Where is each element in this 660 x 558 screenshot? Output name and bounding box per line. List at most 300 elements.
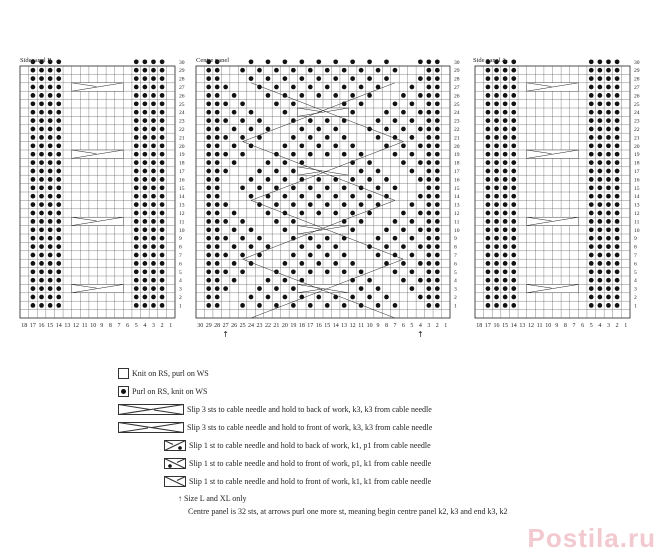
side_b-col-label: 5 <box>134 323 138 329</box>
side_a-purl-dot <box>606 59 611 64</box>
centre-purl-dot <box>376 68 381 73</box>
side_a-purl-dot <box>598 295 603 300</box>
centre-purl-dot <box>266 278 271 283</box>
side_b-purl-dot <box>151 177 156 182</box>
side_a-purl-dot <box>486 211 491 216</box>
centre-purl-dot <box>283 160 288 165</box>
centre-purl-dot <box>308 236 313 241</box>
side_b-col-label: 8 <box>108 323 112 329</box>
side_b-purl-dot <box>31 152 36 157</box>
legend-knit-text: Knit on RS, purl on WS <box>132 368 209 378</box>
centre-purl-dot <box>426 286 431 291</box>
side_b-purl-dot <box>143 93 148 98</box>
side_b-purl-dot <box>160 278 165 283</box>
side_a-purl-dot <box>511 244 516 249</box>
centre-purl-dot <box>291 303 296 308</box>
side_a-purl-dot <box>511 118 516 123</box>
centre-purl-dot <box>215 278 220 283</box>
side_b-purl-dot <box>56 160 61 165</box>
side_a-row-label: 28 <box>634 76 640 83</box>
centre-purl-dot <box>325 303 330 308</box>
centre-purl-dot <box>223 236 228 241</box>
centre-col-label: 19 <box>290 323 297 329</box>
centre-purl-dot <box>249 244 254 249</box>
side_a-purl-dot <box>494 278 499 283</box>
knit-symbol <box>118 368 129 379</box>
centre-purl-dot <box>316 143 321 148</box>
side_a-purl-dot <box>598 152 603 157</box>
side_a-purl-dot <box>606 278 611 283</box>
side_a-row-label: 29 <box>634 68 640 75</box>
centre-row-label: 2 <box>454 295 457 301</box>
side_a-purl-dot <box>615 110 620 115</box>
centre-purl-dot <box>257 185 262 190</box>
centre-purl-dot <box>426 177 431 182</box>
side_b-purl-dot <box>160 185 165 190</box>
side_b-purl-dot <box>48 236 53 241</box>
centre-purl-dot <box>376 303 381 308</box>
centre-purl-dot <box>223 202 228 207</box>
side_a-purl-dot <box>494 143 499 148</box>
centre-row-label: 14 <box>454 194 460 201</box>
side_b-col-label: 6 <box>126 323 130 329</box>
centre-purl-dot <box>426 169 431 174</box>
centre-purl-dot <box>435 177 440 182</box>
centre-row-label: 18 <box>454 160 460 167</box>
side_a-purl-dot <box>503 261 508 266</box>
side_b-purl-dot <box>143 76 148 81</box>
side_b-purl-dot <box>160 194 165 199</box>
centre-purl-dot <box>333 244 338 249</box>
centre-purl-dot <box>299 127 304 132</box>
side_a-purl-dot <box>606 101 611 106</box>
side_b-purl-dot <box>39 227 44 232</box>
side_b-purl-dot <box>31 202 36 207</box>
centre-purl-dot <box>393 219 398 224</box>
side_b-purl-dot <box>143 152 148 157</box>
side_a-purl-dot <box>589 110 594 115</box>
centre-purl-dot <box>206 278 211 283</box>
side_b-col-label: 12 <box>72 323 79 329</box>
side_b-purl-dot <box>31 127 36 132</box>
side_b-purl-dot <box>134 219 139 224</box>
side_b-purl-dot <box>39 135 44 140</box>
side_a-purl-dot <box>494 202 499 207</box>
centre-col-label: 7 <box>393 323 397 329</box>
side_b-row-label: 6 <box>179 261 182 268</box>
centre-purl-dot <box>206 135 211 140</box>
side_b-purl-dot <box>56 185 61 190</box>
centre-purl-dot <box>215 169 220 174</box>
side_b-purl-dot <box>143 286 148 291</box>
side_b-purl-dot <box>48 202 53 207</box>
side_a-purl-dot <box>511 177 516 182</box>
side_b-purl-dot <box>31 101 36 106</box>
centre-purl-dot <box>223 253 228 258</box>
side_a-purl-dot <box>503 211 508 216</box>
centre-purl-dot <box>325 236 330 241</box>
centre-col-label: 11 <box>358 323 364 329</box>
side_b-purl-dot <box>48 211 53 216</box>
side_b-row-label: 8 <box>179 244 182 251</box>
side_b-purl-dot <box>31 227 36 232</box>
centre-purl-dot <box>291 152 296 157</box>
side_b-row-label: 23 <box>179 118 185 125</box>
centre-purl-dot <box>350 227 355 232</box>
side_a-purl-dot <box>486 93 491 98</box>
centre-purl-dot <box>435 244 440 249</box>
side_a-purl-dot <box>486 253 491 258</box>
side_b-purl-dot <box>134 101 139 106</box>
side_b-purl-dot <box>56 93 61 98</box>
side_a-purl-dot <box>511 160 516 165</box>
centre-purl-dot <box>426 152 431 157</box>
centre-row-label: 17 <box>454 169 460 175</box>
side_b-purl-dot <box>56 68 61 73</box>
centre-purl-dot <box>206 127 211 132</box>
side_a-purl-dot <box>598 269 603 274</box>
centre-purl-dot <box>240 219 245 224</box>
side_a-purl-dot <box>486 143 491 148</box>
side_a-purl-dot <box>589 194 594 199</box>
centre-purl-dot <box>376 135 381 140</box>
side_a-purl-dot <box>598 135 603 140</box>
side_b-purl-dot <box>39 236 44 241</box>
side_a-row-label: 15 <box>634 185 640 192</box>
side_b-col-label: 3 <box>151 323 155 329</box>
centre-col-label: 22 <box>264 323 271 329</box>
side_a-purl-dot <box>486 194 491 199</box>
side_a-purl-dot <box>615 135 620 140</box>
side_a-purl-dot <box>503 202 508 207</box>
side_a-row-label: 25 <box>634 101 640 108</box>
side_a-purl-dot <box>486 177 491 182</box>
centre-purl-dot <box>299 211 304 216</box>
centre-purl-dot <box>215 295 220 300</box>
side_b-purl-dot <box>39 185 44 190</box>
side_a-purl-dot <box>598 202 603 207</box>
side_b-purl-dot <box>160 286 165 291</box>
centre-purl-dot <box>291 219 296 224</box>
side_b-purl-dot <box>48 194 53 199</box>
centre-purl-dot <box>249 227 254 232</box>
centre-purl-dot <box>299 244 304 249</box>
side_a-purl-dot <box>511 295 516 300</box>
side_b-purl-dot <box>134 169 139 174</box>
c6b-symbol <box>118 404 184 415</box>
side_b-purl-dot <box>31 278 36 283</box>
side_b-purl-dot <box>39 85 44 90</box>
side_a-purl-dot <box>598 261 603 266</box>
centre-col-label: 6 <box>401 323 405 329</box>
centre-row-label: 11 <box>454 219 460 226</box>
centre-purl-dot <box>367 194 372 199</box>
side_a-purl-dot <box>494 101 499 106</box>
centre-purl-dot <box>308 269 313 274</box>
centre-purl-dot <box>426 110 431 115</box>
centre-purl-dot <box>384 227 389 232</box>
side_a-purl-dot <box>511 253 516 258</box>
side_b-purl-dot <box>134 177 139 182</box>
legend-c2f <box>164 474 431 488</box>
side_b-purl-dot <box>39 152 44 157</box>
side_b-row-label: 29 <box>179 68 185 75</box>
centre-purl-dot <box>410 152 415 157</box>
side_b-col-label: 7 <box>117 323 121 329</box>
centre-purl-dot <box>435 101 440 106</box>
side_a-col-label: 5 <box>589 323 593 329</box>
side_b-purl-dot <box>134 269 139 274</box>
side_a-row-label: 19 <box>634 152 640 159</box>
centre-purl-dot <box>291 68 296 73</box>
side_a-purl-dot <box>615 244 620 249</box>
centre-purl-dot <box>359 101 364 106</box>
side_a-col-label: 14 <box>510 323 517 329</box>
side_b-col-label: 18 <box>21 323 28 329</box>
side_b-purl-dot <box>143 261 148 266</box>
centre-purl-dot <box>299 76 304 81</box>
centre-purl-dot <box>215 68 220 73</box>
side_b-purl-dot <box>56 286 61 291</box>
centre-purl-dot <box>215 227 220 232</box>
side_a-row-label: 21 <box>634 135 640 142</box>
side_b-purl-dot <box>143 194 148 199</box>
side_b-purl-dot <box>39 286 44 291</box>
legend-c6f <box>118 420 432 434</box>
side_b-col-label: 2 <box>160 323 164 329</box>
centre-col-label: 4 <box>418 323 422 329</box>
side_a-purl-dot <box>589 169 594 174</box>
centre-purl-dot <box>401 244 406 249</box>
centre-purl-dot <box>418 295 423 300</box>
centre-purl-dot <box>215 194 220 199</box>
side_a-purl-dot <box>494 253 499 258</box>
centre-purl-dot <box>215 135 220 140</box>
centre-purl-dot <box>418 127 423 132</box>
side_b-purl-dot <box>143 68 148 73</box>
centre-purl-dot <box>435 93 440 98</box>
side_a-purl-dot <box>503 286 508 291</box>
side_a-purl-dot <box>606 253 611 258</box>
side_b-purl-dot <box>160 118 165 123</box>
centre-col-label: 9 <box>376 323 380 329</box>
centre-col-label: 28 <box>214 323 221 329</box>
side_b-purl-dot <box>151 295 156 300</box>
centre-purl-dot <box>223 286 228 291</box>
side_b-purl-dot <box>31 295 36 300</box>
side_b-purl-dot <box>56 152 61 157</box>
side_b-purl-dot <box>143 244 148 249</box>
side_a-purl-dot <box>503 135 508 140</box>
side_a-purl-dot <box>606 236 611 241</box>
centre-col-label: 18 <box>298 323 305 329</box>
centre-purl-dot <box>308 185 313 190</box>
side_b-purl-dot <box>56 143 61 148</box>
centre-purl-dot <box>435 135 440 140</box>
centre-col-label: 10 <box>366 323 373 329</box>
side_b-row-label: 19 <box>179 152 185 159</box>
centre-purl-dot <box>410 269 415 274</box>
side_a-row-label: 9 <box>634 236 637 243</box>
side_b-purl-dot <box>48 244 53 249</box>
centre-col-label: 2 <box>435 323 439 329</box>
side_a-purl-dot <box>503 160 508 165</box>
centre-row-label: 6 <box>454 261 457 268</box>
centre-purl-dot <box>206 169 211 174</box>
centre-purl-dot <box>206 85 211 90</box>
side_b-purl-dot <box>39 278 44 283</box>
side_a-purl-dot <box>486 160 491 165</box>
side_a-purl-dot <box>511 269 516 274</box>
side_b-purl-dot <box>56 236 61 241</box>
side_b-purl-dot <box>134 85 139 90</box>
centre-purl-dot <box>376 236 381 241</box>
centre-row-label: 23 <box>454 118 460 125</box>
centre-purl-dot <box>333 76 338 81</box>
side_a-row-label: 17 <box>634 169 640 175</box>
centre-purl-dot <box>342 253 347 258</box>
side_a-purl-dot <box>511 85 516 90</box>
centre-purl-dot <box>308 253 313 258</box>
side_a-purl-dot <box>503 68 508 73</box>
side_b-row-label: 12 <box>179 211 185 217</box>
side_a-purl-dot <box>589 261 594 266</box>
side_b-purl-dot <box>48 93 53 98</box>
centre-purl-dot <box>223 135 228 140</box>
side_a-purl-dot <box>503 185 508 190</box>
side_b-purl-dot <box>48 68 53 73</box>
side_a-purl-dot <box>589 143 594 148</box>
centre-purl-dot <box>249 127 254 132</box>
side_b-purl-dot <box>39 169 44 174</box>
side_b-purl-dot <box>134 227 139 232</box>
centre-row-label: 27 <box>454 85 460 91</box>
side_b-purl-dot <box>151 118 156 123</box>
side_b-purl-dot <box>56 59 61 64</box>
side_a-purl-dot <box>503 101 508 106</box>
centre-purl-dot <box>350 143 355 148</box>
side_b-purl-dot <box>160 295 165 300</box>
side_b-purl-dot <box>31 219 36 224</box>
side_b-purl-dot <box>151 169 156 174</box>
side_a-purl-dot <box>511 110 516 115</box>
centre-purl-dot <box>418 110 423 115</box>
side_a-row-label: 27 <box>634 85 640 91</box>
side_b-purl-dot <box>134 152 139 157</box>
side_b-col-label: 10 <box>90 323 97 329</box>
centre-purl-dot <box>299 261 304 266</box>
side_a-purl-dot <box>598 177 603 182</box>
side_a-purl-dot <box>598 244 603 249</box>
centre-purl-dot <box>401 278 406 283</box>
centre-purl-dot <box>215 101 220 106</box>
side_a-purl-dot <box>511 93 516 98</box>
watermark: Postila.ru <box>527 523 656 553</box>
side_b-purl-dot <box>31 303 36 308</box>
side_b-purl-dot <box>160 152 165 157</box>
side_a-row-label: 10 <box>634 227 640 234</box>
side_a-purl-dot <box>615 295 620 300</box>
side_a-purl-dot <box>589 244 594 249</box>
side_b-purl-dot <box>134 76 139 81</box>
side_b-purl-dot <box>151 219 156 224</box>
centre-purl-dot <box>215 127 220 132</box>
side_b-purl-dot <box>48 101 53 106</box>
centre-purl-dot <box>376 169 381 174</box>
centre-purl-dot <box>435 253 440 258</box>
side_a-purl-dot <box>503 118 508 123</box>
centre-purl-dot <box>418 194 423 199</box>
side_a-purl-dot <box>494 110 499 115</box>
side_a-row-label: 30 <box>634 59 640 66</box>
side_a-row-label: 7 <box>634 253 637 259</box>
centre-purl-dot <box>266 244 271 249</box>
side_b-purl-dot <box>56 110 61 115</box>
centre-row-label: 5 <box>454 269 457 276</box>
side_b-row-label: 28 <box>179 76 185 83</box>
side_b-row-label: 1 <box>179 303 182 310</box>
side_b-purl-dot <box>134 68 139 73</box>
side_a-purl-dot <box>615 236 620 241</box>
centre-purl-dot <box>367 59 372 64</box>
centre-purl-dot <box>266 295 271 300</box>
side_a-purl-dot <box>486 261 491 266</box>
side_b-purl-dot <box>39 295 44 300</box>
centre-purl-dot <box>410 169 415 174</box>
side_b-purl-dot <box>160 127 165 132</box>
centre-purl-dot <box>215 152 220 157</box>
side_a-row-label: 5 <box>634 269 637 276</box>
side_a-purl-dot <box>503 169 508 174</box>
centre-col-label: 14 <box>332 323 339 329</box>
centre-row-label: 10 <box>454 227 460 234</box>
centre-purl-dot <box>308 68 313 73</box>
side_b-purl-dot <box>39 269 44 274</box>
centre-purl-dot <box>283 278 288 283</box>
centre-purl-dot <box>426 303 431 308</box>
centre-purl-dot <box>393 118 398 123</box>
side_a-purl-dot <box>503 269 508 274</box>
centre-purl-dot <box>418 261 423 266</box>
centre-purl-dot <box>325 269 330 274</box>
side_a-purl-dot <box>615 227 620 232</box>
side_b-purl-dot <box>134 118 139 123</box>
side_a-purl-dot <box>615 85 620 90</box>
side_b-purl-dot <box>48 152 53 157</box>
centre-purl-dot <box>410 236 415 241</box>
centre-purl-dot <box>257 236 262 241</box>
centre-purl-dot <box>206 269 211 274</box>
centre-purl-dot <box>215 85 220 90</box>
centre-purl-dot <box>435 219 440 224</box>
centre-row-label: 8 <box>454 244 457 251</box>
centre-purl-dot <box>418 59 423 64</box>
centre-purl-dot <box>376 253 381 258</box>
centre-purl-dot <box>401 160 406 165</box>
side_a-purl-dot <box>503 303 508 308</box>
centre-purl-dot <box>376 286 381 291</box>
centre-purl-dot <box>291 286 296 291</box>
centre-purl-dot <box>426 194 431 199</box>
side_b-purl-dot <box>134 295 139 300</box>
side_b-purl-dot <box>151 253 156 258</box>
centre-purl-dot <box>257 118 262 123</box>
centre-purl-dot <box>325 202 330 207</box>
side_b-purl-dot <box>151 261 156 266</box>
centre-row-label: 25 <box>454 101 460 108</box>
centre-purl-dot <box>393 101 398 106</box>
size-note-text: Size L and XL only <box>184 494 247 503</box>
